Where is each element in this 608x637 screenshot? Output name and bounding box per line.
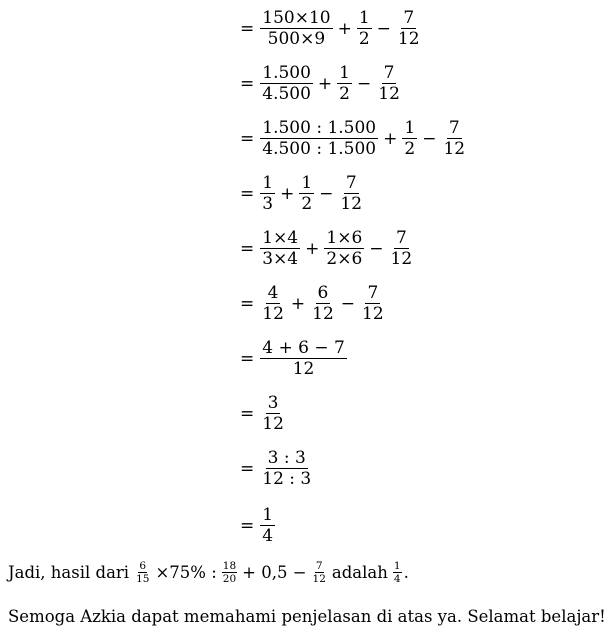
fraction-numerator: 1	[339, 63, 350, 83]
fraction-numerator: 7	[367, 283, 379, 303]
equals-sign: =	[240, 403, 255, 424]
fraction-denominator: 12	[390, 249, 413, 269]
fraction-numerator: 1	[393, 560, 401, 572]
fraction	[402, 118, 417, 159]
fraction	[360, 283, 386, 324]
fraction-denominator: 4	[393, 573, 401, 585]
closing-sentence: Semoga Azkia dapat memahami penjelasan di atas ya. Selamat belajar!	[8, 607, 606, 626]
fraction	[338, 173, 364, 214]
fraction-denominator: 2	[301, 194, 313, 214]
fraction-numerator: 7	[395, 228, 407, 248]
fraction-denominator: 12 : 3	[262, 469, 312, 489]
operator: −	[369, 238, 384, 259]
fraction-denominator: 12	[312, 573, 326, 585]
fraction	[260, 228, 300, 269]
calculation-step	[240, 505, 277, 546]
fraction-denominator: 12	[312, 304, 334, 324]
equals-sign: =	[240, 458, 255, 479]
fraction-numerator: 1	[404, 118, 416, 138]
operator: +	[317, 73, 333, 94]
fraction	[357, 8, 372, 49]
conclusion-sentence	[8, 560, 409, 585]
fraction	[260, 63, 313, 104]
fraction	[260, 448, 313, 489]
fraction-numerator: 18	[222, 560, 237, 572]
fraction-denominator: 2	[358, 29, 370, 49]
calculation-step	[240, 448, 315, 489]
fraction-denominator: 3×4	[262, 249, 299, 269]
conclusion-fraction-3	[312, 560, 327, 585]
conclusion-middle: adalah	[331, 563, 388, 582]
operator: +	[280, 183, 295, 204]
calculation-step	[240, 8, 424, 49]
fraction-denominator: 4.500 : 1.500	[262, 139, 377, 159]
equals-sign: =	[240, 238, 255, 259]
operator: −	[319, 183, 334, 204]
fraction-numerator: 4	[267, 283, 279, 303]
operator: +	[290, 293, 306, 314]
fraction-denominator: 20	[222, 573, 237, 585]
conclusion-prefix: Jadi, hasil dari	[8, 563, 130, 582]
fraction	[260, 283, 286, 324]
fraction-denominator: 12	[397, 29, 420, 49]
calculation-step	[240, 283, 388, 324]
calculation-step	[240, 338, 349, 379]
fraction	[337, 63, 352, 104]
equals-sign: =	[240, 73, 255, 94]
equals-sign: =	[240, 348, 255, 369]
fraction-denominator: 15	[136, 573, 150, 585]
fraction-denominator: 4	[262, 526, 274, 546]
fraction-denominator: 12	[292, 359, 315, 379]
fraction-numerator: 7	[448, 118, 460, 138]
fraction-numerator: 1.500	[262, 63, 311, 83]
fraction-numerator: 1	[262, 173, 274, 193]
fraction	[396, 8, 422, 49]
calculation-step	[240, 118, 469, 159]
fraction-numerator: 3 : 3	[267, 448, 306, 468]
fraction-numerator: 6	[139, 560, 147, 572]
fraction-denominator: 12	[378, 84, 400, 104]
fraction-numerator: 1	[262, 505, 274, 525]
fraction-numerator: 1×4	[262, 228, 299, 248]
equals-sign: =	[240, 515, 255, 536]
fraction-denominator: 12	[262, 304, 284, 324]
equals-sign: =	[240, 128, 255, 149]
conclusion-end: .	[403, 563, 409, 582]
fraction-denominator: 12	[262, 414, 284, 434]
operator: +	[383, 128, 398, 149]
conclusion-times-percent: ×75% :	[155, 563, 217, 582]
operator: +	[305, 238, 320, 259]
fraction-numerator: 7	[345, 173, 357, 193]
fraction-denominator: 2	[404, 139, 416, 159]
fraction-numerator: 150×10	[262, 8, 331, 28]
calculation-step	[240, 63, 404, 104]
equals-sign: =	[240, 183, 255, 204]
equals-sign: =	[240, 293, 255, 314]
fraction-numerator: 1	[358, 8, 370, 28]
fraction-numerator: 1×6	[326, 228, 363, 248]
fraction-numerator: 1.500 : 1.500	[262, 118, 377, 138]
fraction-numerator: 1	[301, 173, 313, 193]
fraction	[389, 228, 415, 269]
fraction-denominator: 4.500	[262, 84, 311, 104]
calculation-step	[240, 393, 288, 434]
fraction	[260, 338, 347, 379]
fraction	[299, 173, 314, 214]
fraction-numerator: 7	[383, 63, 395, 83]
conclusion-result-fraction	[393, 560, 402, 585]
fraction	[260, 173, 275, 214]
fraction-denominator: 2	[339, 84, 350, 104]
fraction-numerator: 7	[403, 8, 415, 28]
fraction-numerator: 6	[317, 283, 329, 303]
operator: −	[357, 73, 372, 94]
operator: −	[340, 293, 356, 314]
fraction-denominator: 3	[262, 194, 274, 214]
fraction	[260, 8, 332, 49]
calculation-step	[240, 173, 366, 214]
fraction	[441, 118, 467, 159]
fraction-numerator: 7	[315, 560, 323, 572]
calculation-step	[240, 228, 416, 269]
fraction	[310, 283, 336, 324]
fraction	[324, 228, 364, 269]
conclusion-plus-part: + 0,5 −	[242, 563, 307, 582]
fraction-denominator: 12	[362, 304, 384, 324]
operator: −	[422, 128, 437, 149]
operator: +	[337, 18, 352, 39]
operator: −	[376, 18, 391, 39]
fraction	[260, 393, 286, 434]
fraction-denominator: 12	[443, 139, 466, 159]
conclusion-fraction-2	[222, 560, 237, 585]
equals-sign: =	[240, 18, 255, 39]
fraction-denominator: 12	[340, 194, 363, 214]
fraction-numerator: 4 + 6 − 7	[262, 338, 345, 358]
fraction-denominator: 500×9	[267, 29, 326, 49]
fraction	[260, 505, 275, 546]
fraction	[376, 63, 402, 104]
conclusion-fraction-1	[135, 560, 150, 585]
fraction	[260, 118, 378, 159]
fraction-numerator: 3	[267, 393, 279, 413]
fraction-denominator: 2×6	[326, 249, 363, 269]
